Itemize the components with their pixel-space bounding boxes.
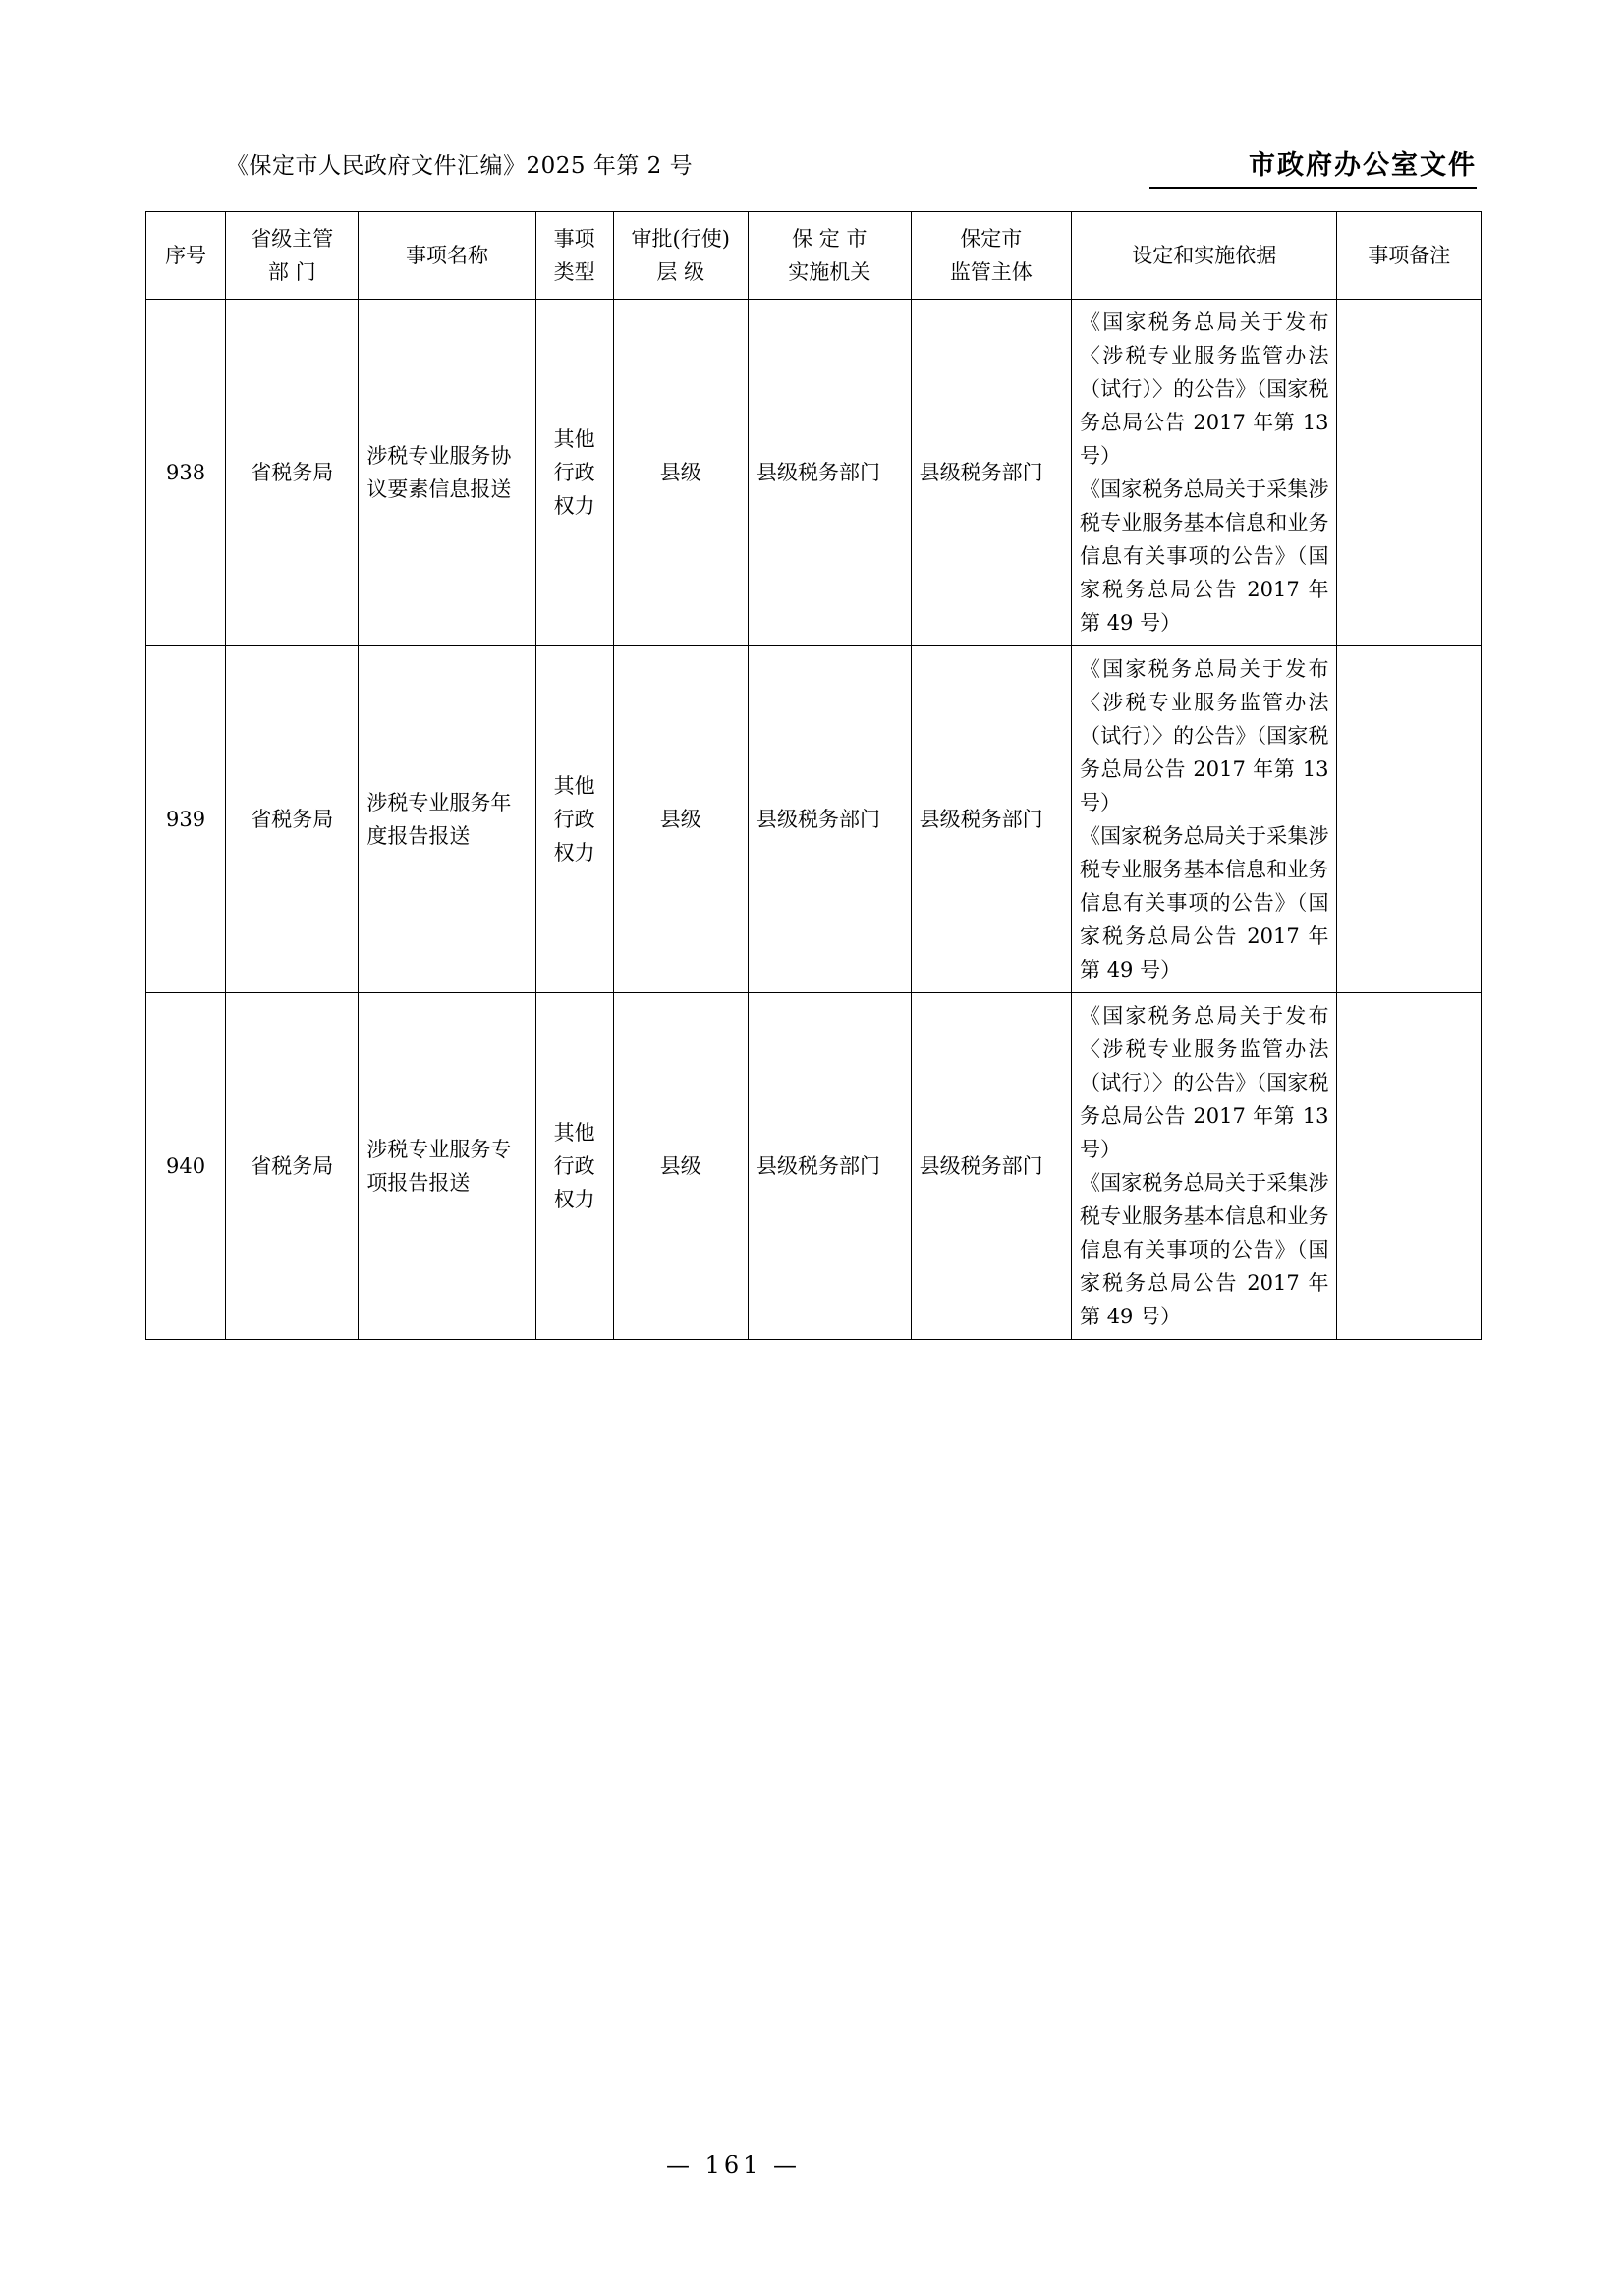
header-collection-title: 《保定市人民政府文件汇编》2025 年第 2 号: [226, 153, 694, 179]
page-header: [147, 147, 1477, 191]
header-rule: [1149, 187, 1477, 189]
cell-matter-name: 涉税专业服务专项报告报送: [359, 993, 535, 1340]
table-row: [146, 993, 1482, 1340]
basis-paragraph: 《国家税务总局关于发布〈涉税专业服务监管办法（试行）〉的公告》（国家税务总局公告 2017 年第 13 号）: [1080, 310, 1329, 469]
cell-matter-name: 涉税专业服务年度报告报送: [359, 646, 535, 993]
basis-paragraph: 《国家税务总局关于采集涉税专业服务基本信息和业务信息有关事项的公告》（国家税务总局公告 2017 年第 49 号）: [1080, 824, 1329, 982]
cell-implementing-org: 县级税务部门: [748, 993, 911, 1340]
matters-table-container: [145, 211, 1482, 1340]
cell-seq: 940: [146, 993, 226, 1340]
basis-paragraph: 《国家税务总局关于发布〈涉税专业服务监管办法（试行）〉的公告》（国家税务总局公告 2017 年第 13 号）: [1080, 657, 1329, 815]
cell-supervisor: 县级税务部门: [911, 993, 1071, 1340]
col-header-remark: 事项备注: [1337, 212, 1482, 300]
cell-remark: [1337, 300, 1482, 646]
cell-remark: [1337, 993, 1482, 1340]
cell-matter-type: 其他行政权力: [535, 993, 613, 1340]
cell-dept: 省税务局: [226, 993, 359, 1340]
cell-supervisor: 县级税务部门: [911, 300, 1071, 646]
cell-seq: 939: [146, 646, 226, 993]
cell-dept: 省税务局: [226, 300, 359, 646]
col-header-level: 审批(行使) 层 级: [613, 212, 748, 300]
basis-paragraph: 《国家税务总局关于采集涉税专业服务基本信息和业务信息有关事项的公告》（国家税务总局公告 2017 年第 49 号）: [1080, 477, 1329, 636]
col-header-org: 保 定 市 实施机关: [748, 212, 911, 300]
cell-matter-type: 其他行政权力: [535, 300, 613, 646]
page-footer: [0, 2152, 1624, 2179]
col-header-supervisor: 保定市 监管主体: [911, 212, 1071, 300]
cell-level: 县级: [613, 993, 748, 1340]
col-header-name: 事项名称: [359, 212, 535, 300]
header-document-type: 市政府办公室文件: [1249, 150, 1477, 181]
cell-basis: [1072, 646, 1337, 993]
table-row: [146, 300, 1482, 646]
col-header-basis: 设定和实施依据: [1072, 212, 1337, 300]
cell-implementing-org: 县级税务部门: [748, 300, 911, 646]
cell-level: 县级: [613, 646, 748, 993]
col-header-dept: 省级主管 部 门: [226, 212, 359, 300]
table-row: [146, 646, 1482, 993]
cell-supervisor: 县级税务部门: [911, 646, 1071, 993]
matters-table: [145, 211, 1482, 1340]
basis-paragraph: 《国家税务总局关于采集涉税专业服务基本信息和业务信息有关事项的公告》（国家税务总局公告 2017 年第 49 号）: [1080, 1171, 1329, 1329]
col-header-type: 事项 类型: [535, 212, 613, 300]
cell-matter-type: 其他行政权力: [535, 646, 613, 993]
table-header-row: [146, 212, 1482, 300]
cell-basis: [1072, 300, 1337, 646]
col-header-seq: 序号: [146, 212, 226, 300]
cell-seq: 938: [146, 300, 226, 646]
cell-level: 县级: [613, 300, 748, 646]
cell-implementing-org: 县级税务部门: [748, 646, 911, 993]
cell-remark: [1337, 646, 1482, 993]
page-number: — 161 —: [665, 2152, 802, 2179]
basis-paragraph: 《国家税务总局关于发布〈涉税专业服务监管办法（试行）〉的公告》（国家税务总局公告 2017 年第 13 号）: [1080, 1004, 1329, 1162]
cell-basis: [1072, 993, 1337, 1340]
cell-dept: 省税务局: [226, 646, 359, 993]
cell-matter-name: 涉税专业服务协议要素信息报送: [359, 300, 535, 646]
